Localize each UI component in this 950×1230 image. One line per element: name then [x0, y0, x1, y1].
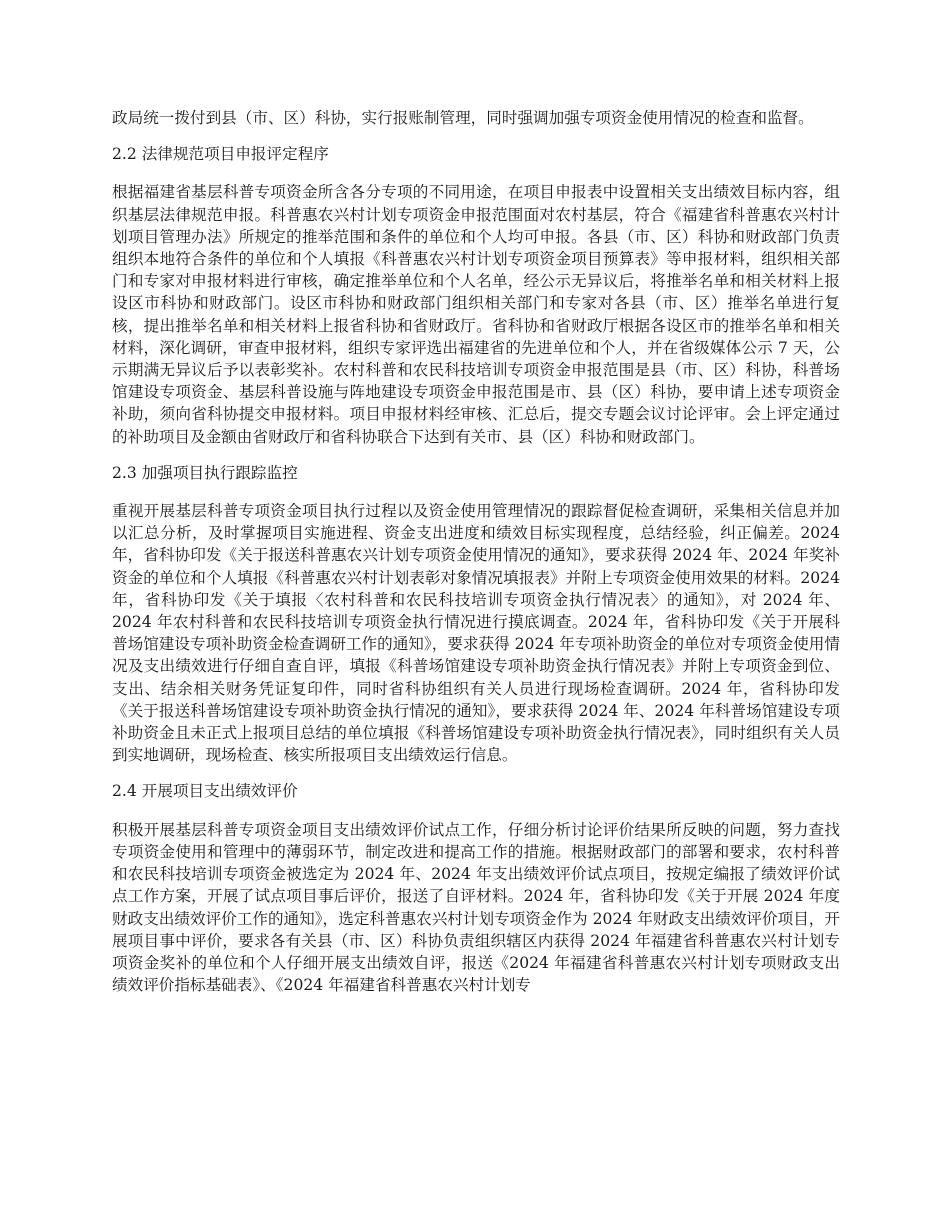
section-2-2-heading: 2.2 法律规范项目申报评定程序	[112, 145, 329, 164]
section-2-4-body: 积极开展基层科普专项资金项目支出绩效评价试点工作，仔细分析讨论评价结果所反映的问题，努力查找专项资金使用和管理中的薄弱环节，制定改进和提高工作的措施。根据财政部门的部署和要求，农村科普和农民科技培训专项资金被选定为 2024 年、2024 年支出绩效评价试点项目，按规定编报了绩效评价试点工作方案，开展了试点项目事后评价，报送了自评材料。2024 年，省科协印发《关于开展 2024 年度财政支出绩效评价工作的通知》，选定科普惠农兴村计划专项资金作为 2024 年财政支出绩效评价项目，开展项目事中评价，要求各有关县（市、区）科协负责组织辖区内获得 2024 年福建省科普惠农兴村计划专项资金奖补的单位和个人仔细开展支出绩效自评，报送《2024 年福建省科普惠农兴村计划专项财政支出绩效评价指标基础表》、《2024 年福建省科普惠农兴村计划专	[112, 820, 840, 995]
section-2-2-body: 根据福建省基层科普专项资金所含各分专项的不同用途，在项目申报表中设置相关支出绩效目标内容，组织基层法律规范申报。科普惠农兴村计划专项资金申报范围面对农村基层，符合《福建省科普惠农兴村计划项目管理办法》所规定的推举范围和条件的单位和个人均可申报。各县（市、区）科协和财政部门负责组织本地符合条件的单位和个人填报《科普惠农兴村计划专项资金项目预算表》等申报材料，组织相关部门和专家对申报材料进行审核，确定推举单位和个人名单，经公示无异议后，将推举名单和相关材料上报设区市科协和财政部门。设区市科协和财政部门组织相关部门和专家对各县（市、区）推举名单进行复核，提出推举名单和相关材料上报省科协和省财政厅。省科协和省财政厅根据各设区市的推举名单和相关材料，深化调研，审查申报材料，组织专家评选出福建省的先进单位和个人，并在省级媒体公示 7 天，公示期满无异议后予以表彰奖补。农村科普和农民科技培训专项资金申报范围是县（市、区）科协，科普场馆建设专项资金、基层科普设施与阵地建设专项资金申报范围是市、县（区）科协，要申请上述专项资金补助，须向省科协提交申报材料。项目申报材料经审核、汇总后，提交专题会议讨论评审。会上评定通过的补助项目及金额由省财政厅和省科协联合下达到有关市、县（区）科协和财政部门。	[112, 183, 840, 446]
section-2-4-heading: 2.4 开展项目支出绩效评价	[112, 782, 298, 801]
document-page	[112, 107, 840, 996]
intro-paragraph-tail: 政局统一拨付到县（市、区）科协，实行报账制管理，同时强调加强专项资金使用情况的检查和监督。	[112, 109, 814, 127]
section-2-3-heading: 2.3 加强项目执行跟踪监控	[112, 463, 298, 482]
section-2-3-body: 重视开展基层科普专项资金项目执行过程以及资金使用管理情况的跟踪督促检查调研，采集相关信息并加以汇总分析，及时掌握项目实施进程、资金支出进度和绩效目标实现程度，总结经验，纠正偏差。2024 年，省科协印发《关于报送科普惠农兴计划专项资金使用情况的通知》，要求获得 2024 年、2024 年奖补资金的单位和个人填报《科普惠农兴村计划表彰对象情况填报表》并附上专项资金使用效果的材料。2024 年，省科协印发《关于填报〈农村科普和农民科技培训专项资金执行情况表〉的通知》，对 2024 年、2024 年农村科普和农民科技培训专项资金执行情况进行摸底调查。2024 年，省科协印发《关于开展科普场馆建设专项补助资金检查调研工作的通知》，要求获得 2024 年专项补助资金的单位对专项资金使用情况及支出绩效进行仔细自查自评，填报《科普场馆建设专项补助资金执行情况表》并附上专项资金到位、支出、结余相关财务凭证复印件，同时省科协组织有关人员进行现场检查调研。2024 年，省科协印发《关于报送科普场馆建设专项补助资金执行情况的通知》，要求获得 2024 年、2024 年科普场馆建设专项补助资金且未正式上报项目总结的单位填报《科普场馆建设专项补助资金执行情况表》，同时组织有关人员到实地调研，现场检查、核实所报项目支出绩效运行信息。	[112, 502, 840, 765]
